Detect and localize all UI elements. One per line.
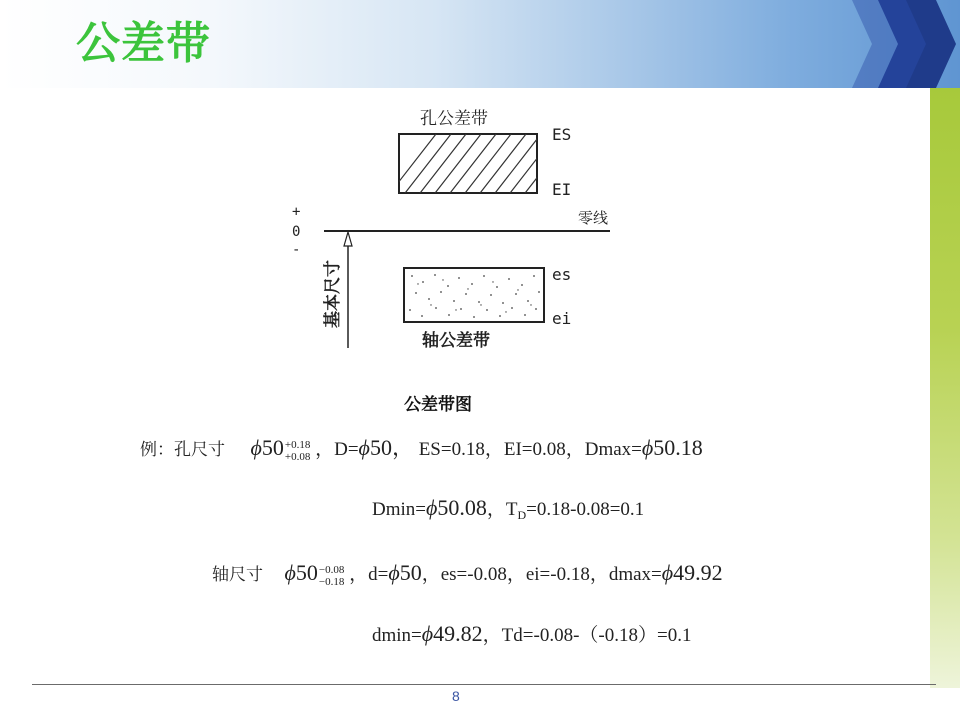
hole-line2-text-a: Dmin= xyxy=(372,499,426,520)
chevron-decoration-icon xyxy=(852,0,960,88)
phi-symbol: ϕ xyxy=(641,435,654,460)
shaft-line2-text-a: dmin= xyxy=(372,625,422,646)
basic-size-label: 基本尺寸 xyxy=(323,260,343,328)
hole-upper-deviation: +0.18 xyxy=(284,438,311,451)
shaft-line1-text-c: ，es=-0.08，ei=-0.18，dmax= xyxy=(421,564,662,585)
hole-lower-deviation: +0.08 xyxy=(284,450,311,463)
shaft-deviations xyxy=(319,564,344,588)
shaft-nominal: 50 xyxy=(295,560,318,585)
shaft-line2-text-c: ，Td=-0.08-（-0.18）=0.1 xyxy=(482,625,692,646)
hole-line1-text-a: ，D= xyxy=(315,439,359,460)
shaft-line2-text-b: 49.82 xyxy=(433,621,483,646)
shaft-tolerance-band xyxy=(404,268,544,322)
page-number: 8 xyxy=(452,688,460,704)
zero-sign: 0 xyxy=(292,224,301,240)
shaft-line1-text-a: ，d= xyxy=(349,564,389,585)
hole-line1-text-b: 50， xyxy=(369,435,414,460)
shaft-line1-text-b: 50 xyxy=(399,560,422,585)
hole-nominal: 50 xyxy=(261,435,284,460)
shaft-line1-text-d: 49.92 xyxy=(673,560,723,585)
phi-symbol: ϕ xyxy=(661,560,674,585)
es-label: es xyxy=(552,265,572,284)
phi-symbol: ϕ xyxy=(388,560,400,585)
phi-symbol: ϕ xyxy=(358,435,370,460)
hole-line2-text-c: ，T xyxy=(486,499,518,520)
hole-line2-text-b: 50.08 xyxy=(437,495,487,520)
hole-line2-subscript: D xyxy=(517,508,527,522)
shaft-example-line2 xyxy=(372,622,691,648)
hole-line2-text-d: =0.18-0.08=0.1 xyxy=(526,499,645,520)
ES-label: ES xyxy=(552,125,572,144)
shaft-example-line1 xyxy=(212,561,723,588)
hole-example-prefix: 例：孔尺寸 xyxy=(140,440,225,460)
shaft-example-prefix: 轴尺寸 xyxy=(212,565,263,585)
hole-line1-text-d: 50.18 xyxy=(653,435,703,460)
phi-symbol: ϕ xyxy=(250,435,262,460)
phi-symbol: ϕ xyxy=(426,495,438,520)
ei-label: ei xyxy=(552,309,572,328)
diagram-caption: 公差带图 xyxy=(404,395,472,415)
zero-line-label: 零线 xyxy=(578,209,609,227)
plus-sign: + xyxy=(292,204,301,220)
accent-side-bar xyxy=(930,88,960,688)
phi-symbol: ϕ xyxy=(421,621,434,646)
hole-band-label: 孔公差带 xyxy=(420,109,488,129)
hole-example-line2 xyxy=(372,496,644,527)
phi-symbol: ϕ xyxy=(284,560,296,585)
hole-deviations xyxy=(285,439,310,463)
arrow-head-icon xyxy=(344,232,352,246)
tolerance-zone-diagram xyxy=(260,96,650,386)
hole-line1-text-c: ES=0.18，EI=0.08，Dmax= xyxy=(418,439,642,460)
EI-label: EI xyxy=(552,180,572,199)
shaft-band-label: 轴公差带 xyxy=(422,331,490,351)
shaft-upper-deviation: −0.08 xyxy=(318,563,345,576)
minus-sign: - xyxy=(292,242,301,258)
shaft-lower-deviation: −0.18 xyxy=(318,575,345,588)
hole-example-line1 xyxy=(140,436,703,463)
footer-divider xyxy=(32,684,936,685)
slide-title: 公差带 xyxy=(76,18,211,69)
